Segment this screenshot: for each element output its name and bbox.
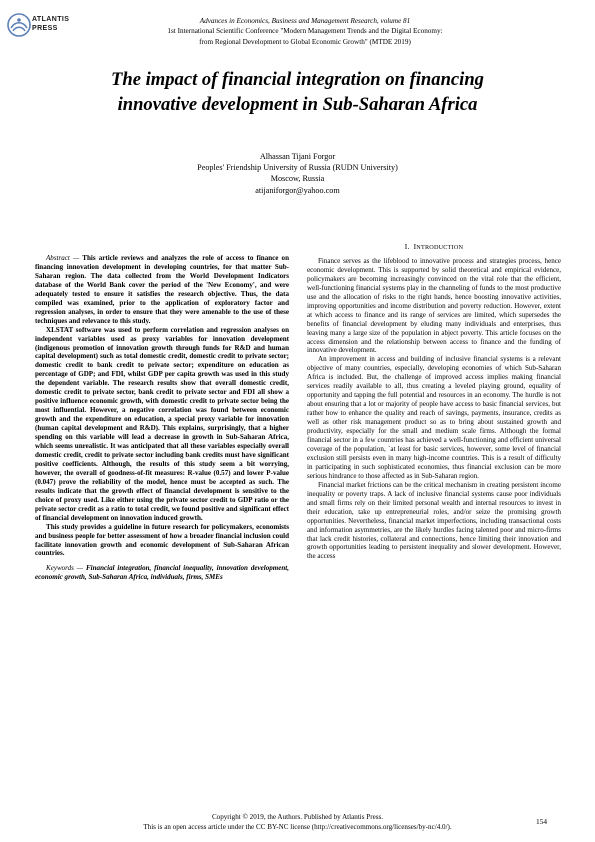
keywords-text: Financial integration, financial inequality, innovation development, economic growth, Sub-Saharan Africa, individuals, firms, SMEs (35, 564, 289, 582)
section-heading-introduction: I. INTRODUCTION (404, 242, 464, 251)
paper-title (40, 67, 555, 117)
page-footer (60, 812, 535, 832)
right-column (307, 243, 561, 561)
abstract-paragraph-2: XLSTAT software was used to perform correlation and regression analyses on independent variables used as proxy variables for innovation development (indigenous promotion of innovation growth through funds for R&D and human capital development) such as total domestic credit, domestic credit to private sector; domestic credit to bank credit to private sector; expenditure on education as percentage of GDP; and FDI, whilst GDP per capita growth was used in this study the dependent variable. The research results show that overall domestic credit, domestic credit to private sector, bank credit to private sector and FDI all show a positive influence economic growth, with domestic credit to private sector being the most influential. However, a negative correlation was found between economic growth and the expenditure on education, a special proxy variable for innovation (human capital development and R&D). This explains, surprisingly, that a higher spending on this variable will lead a decrease in growth in Sub-Saharan Africa, which seems unrealistic. It was anticipated that all these variables especially overall domestic credit, credit to private sector including bank credits must have significant positive coefficients. Although, the results of this study seem a bit worrying, however, the overall of goodness-of-fit measures: R-value (0.57) and lower P-value (0.047) prove the reliability of the model, hence must be accepted as such. The results indicate that the growth effect of financial development is sensitive to the choice of proxy used. Like either using the private sector credit to GDP ratio or the private sector credit as a ratio to total credit, we found positive and significant effect of financial development on innovation induced growth. (35, 325, 289, 522)
title-line-1: The impact of financial integration on financing (111, 69, 484, 90)
author-block (100, 151, 495, 196)
author-location: Moscow, Russia (270, 174, 325, 184)
keywords-lead: Keywords — (46, 564, 84, 573)
running-header (100, 16, 510, 47)
left-column (35, 254, 289, 582)
page-number: 154 (536, 817, 548, 826)
author-name: Alhassan Tijani Forgor (259, 152, 336, 161)
title-line-2: innovative development in Sub-Saharan Africa (117, 94, 478, 115)
logo-wordmark: ATLANTIS PRESS (32, 16, 70, 32)
conference-line-1: 1st International Scientific Conference "Modern Management Trends and the Digital Economy: (167, 27, 443, 36)
copyright-line: Copyright © 2019, the Authors. Published by Atlantis Press. (211, 813, 384, 821)
intro-paragraph-1: Finance serves as the lifeblood to innovative process and strategies process, hence economic development. This is supported by solid theoretical and empirical evidence, policymakers are becoming increasingly convinced on the vital role that the efficient, well-functioning financial systems play in the channeling of funds to the most productive use and the allocation of risks to the right hands, hence boosting innovative activities, improving opportunities and income distribution and poverty reduction. However, extent at which access to finance and its range of services are limited, which supersedes the benefits of financial development by eluding many individuals and enterprises, thus leaving many a large size of the population in abject poverty. This article focuses on the access dimension and the relationship between access to finance and the funding of innovative development. (307, 256, 561, 355)
abstract-lead: Abstract — (46, 254, 80, 262)
series-line: Advances in Economics, Business and Management Research, volume 81 (199, 17, 411, 25)
atlantis-press-logo-mark (7, 13, 31, 37)
conference-line-2: from Regional Development to Global Economic Growth" (MTDE 2019) (199, 37, 411, 46)
abstract (35, 254, 289, 558)
intro-paragraph-3: Financial market frictions can be the critical mechanism in creating persistent income inequality or poverty traps. A lack of inclusive financial systems cause poor individuals and small firms rely on their limited personal wealth and internal resources to invest in their education, take up entrepreneurial roles, and/or seize the promising growth opportunities. Nevertheless, financial market imperfections, including transactional costs and information asymmetries, are the likely hurdles facing talented poor and micro-firms that lack credit histories, collateral and connections, hence limiting their innovation and growth opportunities leading to persistent inequality and slower development. However, the access (307, 480, 561, 561)
intro-paragraph-2: An improvement in access and building of inclusive financial systems is a relevant objective of many countries, especially, developing economies of which Sub-Saharan Africa is included. But, the challenge of improved access implies making financial services readily available to all, thus creating a leveled playing ground, equality of opportunity and tapping the full potential and resources in an economy. The hurdle is not about ensuring that a lot or majority of people have access to basic financial services, but rather how to enhance the quality and reach of savings, payments, insurance, credits as well as other risk management product so as to bring about sustained growth and productivity, especially for the small and medium scale firms. Although the formal financial sector in a few countries has achieved a well-functioning and efficient universal coverage of the population, `at least for basic services, however, some level of financial exclusion still persists even in many high-income countries. This is a result of difficulty in participating in such sophisticated economies, thus financial exclusion can be more serious hindrance to those affected as in Sub-Saharan region. (307, 355, 561, 480)
abstract-paragraph-1: Abstract — This article reviews and analyzes the role of access to finance on financing innovation development in developing countries, for that matter Sub-Saharan region. The data collected from the World Development Indicators database of the World Bank cover the period of the 'New Economy', and were adequately tested to ensure it satisfies the research objective. Thus, the data compiled was examined, prior to the application of exploratory factor and regression analyses, in order to ensure that they were amenable to the use of these techniques and relevance to this study. (35, 254, 289, 325)
atlantis-press-logo (7, 11, 70, 39)
abstract-paragraph-3: This study provides a guideline in future research for policymakers, economists and business people for better assessment of how a broader financial inclusion could facilitate innovation growth and economic development of Sub-Saharan African countries. (35, 522, 289, 558)
author-affiliation: Peoples' Friendship University of Russia (RUDN University) (197, 163, 398, 173)
keywords (35, 564, 289, 582)
license-line: This is an open access article under the CC BY-NC license (http://creativecommons.org/licenses/by-nc/4.0/). (143, 823, 452, 831)
author-email: atijaniforgor@yahoo.com (255, 185, 340, 195)
